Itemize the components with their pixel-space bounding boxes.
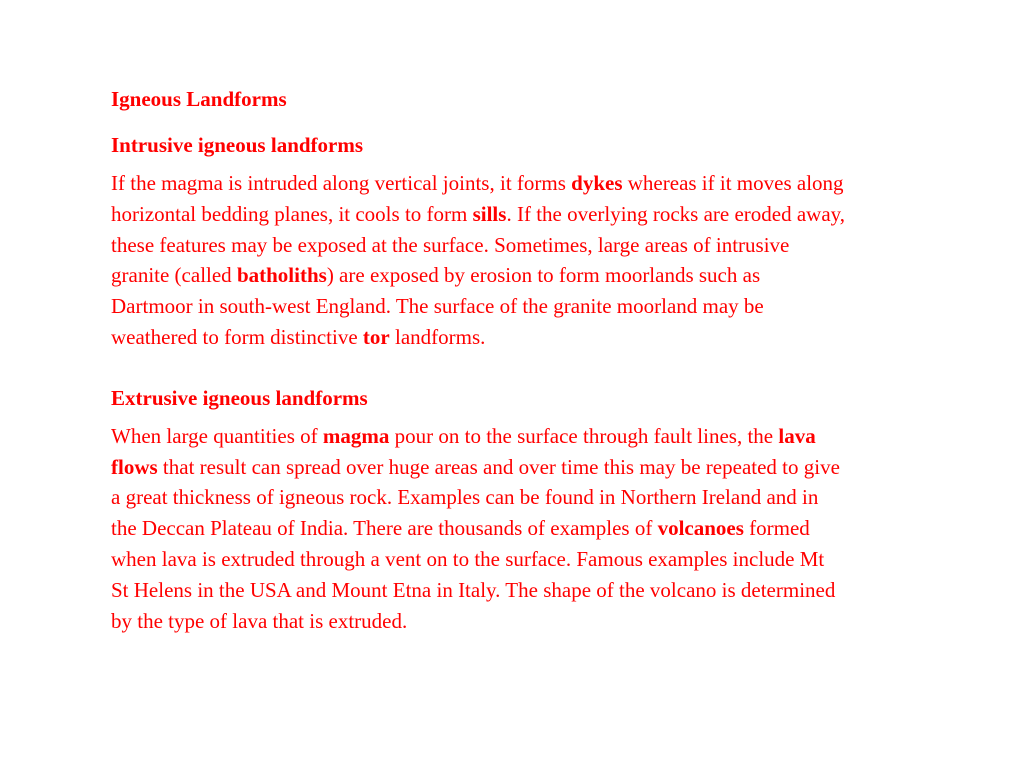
term-tor: tor xyxy=(362,324,390,349)
text-segment: formed when lava is extruded through a vent on to the surface. Famous examples include Mt St Helens in the USA and Mount Etna in Italy. The shape of the volcano is determined by the type of lava that is extruded. xyxy=(111,516,836,633)
term-volcanoes: volcanoes xyxy=(657,516,744,541)
term-dykes: dykes xyxy=(571,171,623,195)
intrusive-heading: Intrusive igneous landforms xyxy=(111,133,364,157)
slide-content xyxy=(111,84,846,636)
extrusive-heading: Extrusive igneous landforms xyxy=(111,385,368,410)
spacer xyxy=(111,114,846,130)
term-sills: sills xyxy=(472,201,507,226)
intrusive-paragraph xyxy=(111,168,846,353)
term-magma: magma xyxy=(322,423,390,448)
text-segment: ) are exposed by erosion to form moorlands such as Dartmoor in south-west England. The surface of the granite moorland may be weathered to form distinctive xyxy=(111,263,764,349)
text-segment: . If the overlying rocks are eroded away, these features may be exposed at the surface. Sometimes, large areas of intrusive granite (called xyxy=(111,201,846,288)
text-segment: whereas if it moves along horizontal bedding planes, it cools to form xyxy=(111,171,844,226)
spacer xyxy=(111,160,846,168)
text-segment: landforms. xyxy=(389,324,486,349)
term-batholiths: batholiths xyxy=(236,263,327,288)
text-segment: If the magma is intruded along vertical joints, it forms xyxy=(111,171,572,195)
term-lava-flows: lava flows xyxy=(111,423,816,479)
page-title: Igneous Landforms xyxy=(111,87,287,111)
text-segment: that result can spread over huge areas and over time this may be repeated to give a great thickness of igneous rock. Examples can be found in Northern Ireland and in the Deccan Plateau of India. There are thousands of examples of xyxy=(111,454,840,541)
text-segment: pour on to the surface through fault lines, the xyxy=(389,423,779,448)
extrusive-paragraph xyxy=(111,421,846,637)
text-segment: When large quantities of xyxy=(111,423,323,448)
spacer xyxy=(111,413,846,421)
spacer xyxy=(111,353,846,383)
